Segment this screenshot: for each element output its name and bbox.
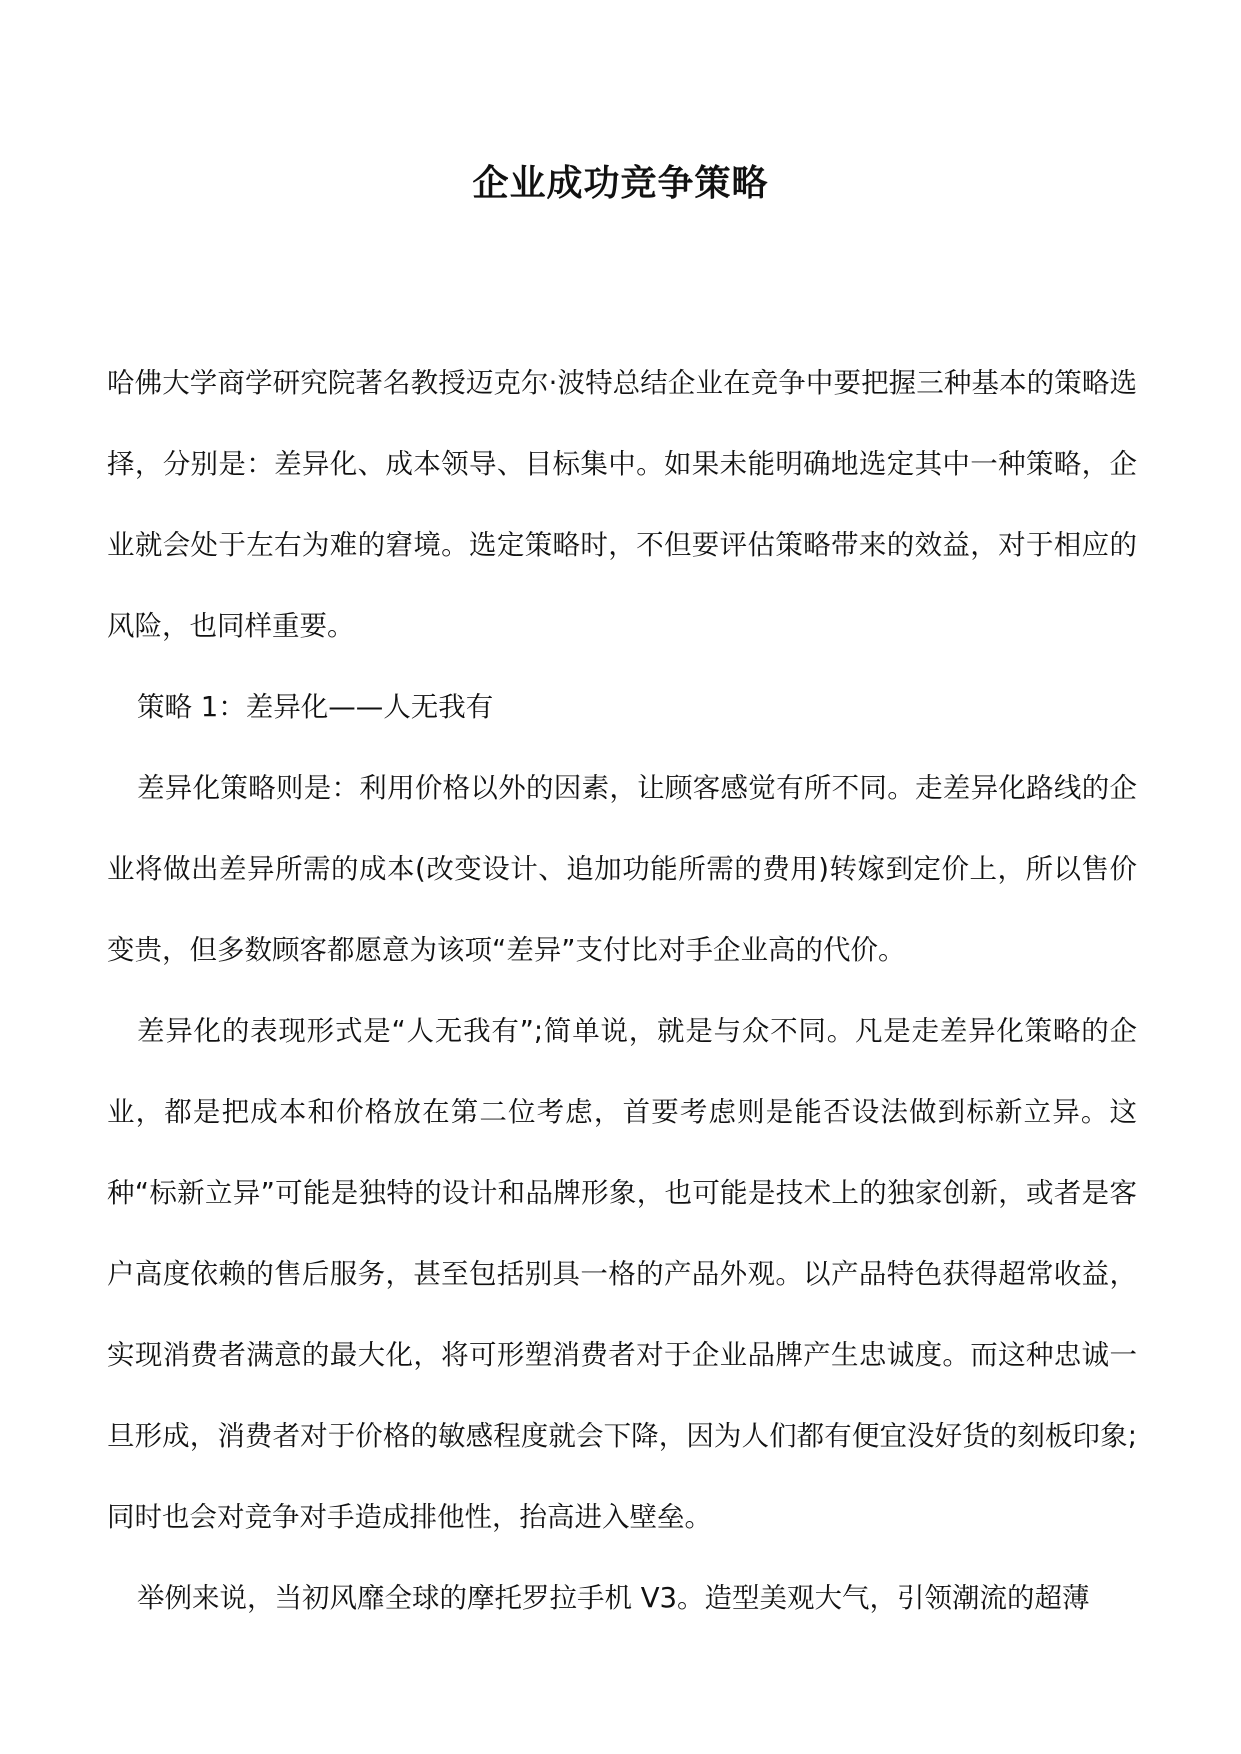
paragraph-example: 举例来说，当初风靡全球的摩托罗拉手机 V3。造型美观大气，引领潮流的超薄 (137, 1582, 1090, 1614)
paragraph-intro: 哈佛大学商学研究院著名教授迈克尔·波特总结企业在竞争中要把握三种基本的策略选择，分别是：差异化、成本领导、目标集中。如果未能明确地选定其中一种策略，企业就会处于左右为难的窘境。选定策略时，不但要评估策略带来的效益，对于相应的风险，也同样重要。 (107, 367, 1137, 642)
paragraph-differentiation-forms: 差异化的表现形式是“人无我有”;简单说，就是与众不同。凡是走差异化策略的企业，都是把成本和价格放在第二位考虑，首要考虑则是能否设法做到标新立异。这种“标新立异”可能是独特的设计和品牌形象，也可能是技术上的独家创新，或者是客户高度依赖的售后服务，甚至包括别具一格的产品外观。以产品特色获得超常收益，实现消费者满意的最大化，将可形塑消费者对于企业品牌产生忠诚度。而这种忠诚一旦形成，消费者对于价格的敏感程度就会下降，因为人们都有便宜没好货的刻板印象;同时也会对竞争对手造成排他性，抬高进入壁垒。 (107, 1015, 1137, 1533)
document-title: 企业成功竞争策略 (472, 162, 769, 204)
paragraph-differentiation-definition: 差异化策略则是：利用价格以外的因素，让顾客感觉有所不同。走差异化路线的企业将做出差异所需的成本(改变设计、追加功能所需的费用)转嫁到定价上，所以售价变贵，但多数顾客都愿意为该项“差异”支付比对手企业高的代价。 (107, 772, 1137, 966)
document-body (107, 343, 1137, 1639)
paragraph-strategy-heading: 策略 1：差异化——人无我有 (137, 691, 494, 723)
